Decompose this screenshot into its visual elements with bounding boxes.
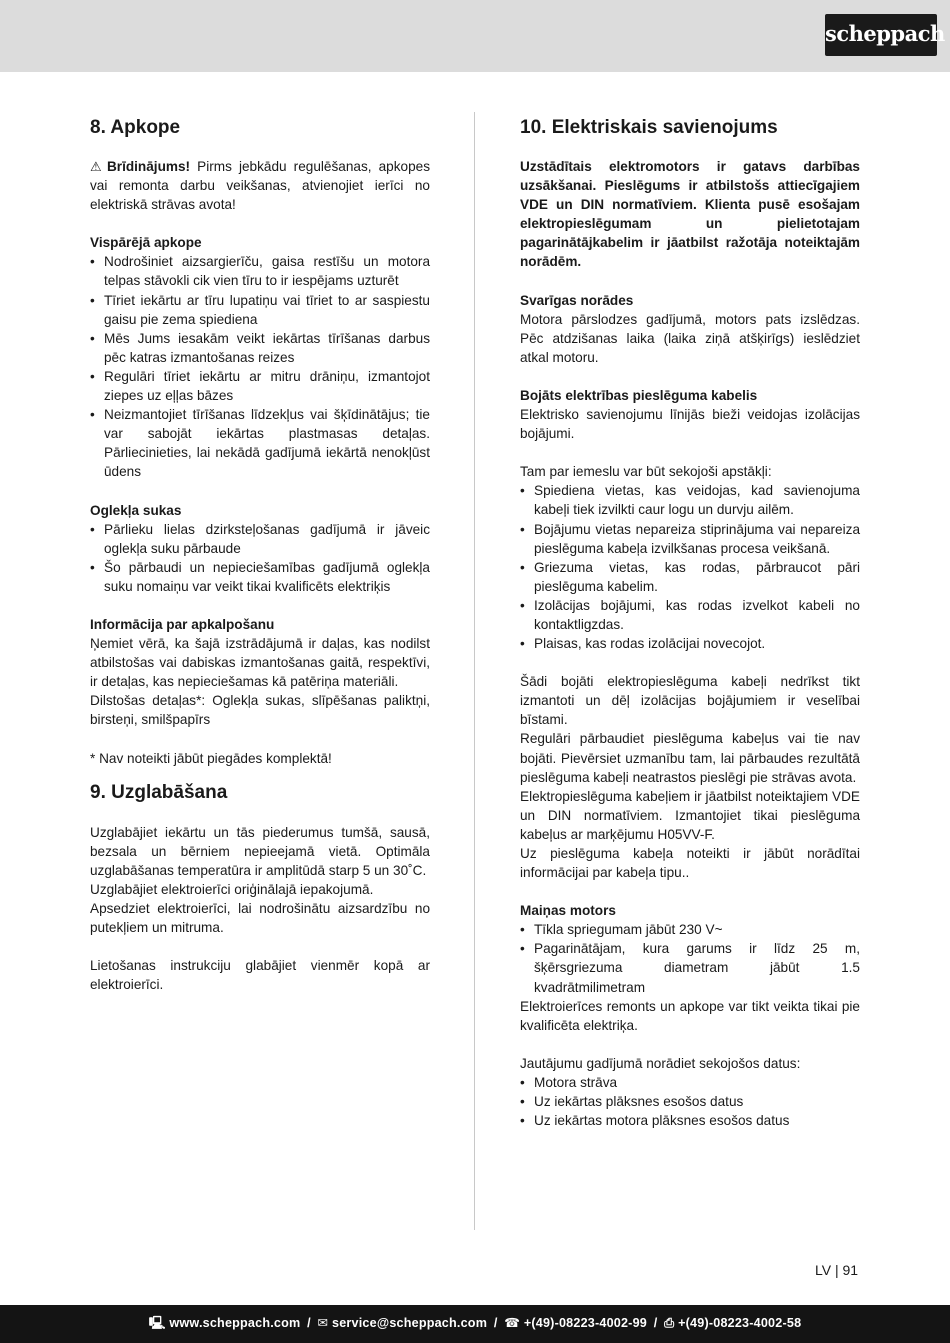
warning-paragraph [90,157,430,214]
left-column [90,116,430,994]
footer-email-link[interactable]: service@scheppach.com [332,1316,488,1330]
page-number: LV | 91 [815,1262,859,1278]
footer-phone: +(49)-08223-4002-99 [523,1316,647,1330]
wear-parts-paragraph: Dilstošas detaļas*: Oglekļa sukas, slīpēšanas paliktņi, birsteņi, smilšpapīrs [90,693,430,728]
list-item: • Pagarinātājam, kura garums ir līdz 25 m, šķērsgriezuma diametram jābūt 1.5 kvadrātmilimetram [520,939,860,996]
list-item: • Bojājumu vietas nepareiza stiprinājuma vai nepareiza pieslēguma kabeļa izvilkšanas procesa veikšanā. [520,520,860,558]
section-9-title: 9. Uzglabāšana [90,781,228,803]
general-maintenance-title: Vispārējā apkope [90,235,202,251]
data-list [520,1073,860,1130]
storage-paragraph: Uzglabājiet elektroierīci oriģinālajā iepakojumā. [90,881,374,897]
storage-paragraph: Lietošanas instrukciju glabājiet vienmēr kopā ar elektroierīci. [90,958,430,993]
causes-intro: Tam par iemeslu var būt sekojoši apstākļi: [520,464,772,480]
list-item: • Tīriet iekārtu ar tīru lupatiņu vai tīriet to ar saspiestu gaisu pie zema spiediena [90,291,430,329]
important-notes-text: Motora pārslodzes gadījumā, motors pats izslēdzas. Pēc atdzišanas laika (laika ziņā atšķirīgs) ieslēdziet atkal motoru. [520,311,860,365]
column-divider [474,112,475,1230]
list-item: • Šo pārbaudi un nepieciešamības gadījumā oglekļa suku nomaiņu var veikt tikai kvalificēts elektriķis [90,558,430,596]
carbon-brushes-list [90,520,430,596]
service-paragraph: Ņemiet vērā, ka šajā izstrādājumā ir daļas, kas nodilst atbilstošas vai dabiskas izmantošanas gaitā, respektīvi, ir detaļas, kas nepieciešamas kā patēriņa materiāli. [90,636,430,690]
scheppach-logo: scheppach [825,14,937,56]
list-item: • Spiediena vietas, kas veidojas, kad savienojuma kabeļi tiek izvilkti caur logu un durvju ailēm. [520,481,860,519]
storage-paragraph: Uzglabājiet iekārtu un tās piederumus tumšā, sausā, bezsala un bērniem nepieejamā vietā. Optimāla uzglabāšanas temperatūra ir amplitūdā starp 5 un 30˚C. [90,824,430,878]
delivery-note: * Nav noteikti jābūt piegādes komplektā! [90,750,332,766]
header-band [0,0,950,72]
list-item: • Uz iekārtas plāksnes esošos datus [520,1092,860,1111]
warning-label: Brīdinājums! [106,159,191,174]
fax-icon: ⎙ [664,1316,675,1330]
footer-fax: +(49)-08223-4002-58 [678,1316,802,1330]
footer-bar: 🖳 www.scheppach.com / ✉ service@scheppach.com / ☎ +(49)-08223-4002-99 / ⎙ +(49)-08223-4002-58 [0,1305,950,1343]
ac-motor-title: Maiņas motors [520,903,616,919]
phone-icon: ☎ [504,1316,521,1330]
warning-text: Pirms jebkādu regulēšanas, apkopes vai remonta darbu veikšanas, atvienojiet ierīci no elektriskā strāvas avota! [90,159,430,213]
section-8-title: 8. Apkope [90,117,181,138]
danger-paragraph: Šādi bojāti elektropieslēguma kabeļi nedrīkst tikt izmantoti un dēļ izolācijas bojājumiem ir veselībai bīstami. [520,674,860,728]
warning-triangle-icon: ⚠ [90,159,105,174]
general-maintenance-list [90,252,430,481]
list-item: • Neizmantojiet tīrīšanas līdzekļus vai šķīdinātājus; tie var sabojāt iekārtas plastmasas detaļas. Pārliecinieties, lai nekādā gadījumā iekārtā nenokļūst ūdens [90,405,430,481]
damaged-cable-title: Bojāts elektrības pieslēguma kabelis [520,387,758,403]
danger-paragraph: Elektropieslēguma kabeļiem ir jāatbilst noteiktajiem VDE un DIN normatīviem. Izmantojiet tikai pieslēguma kabeļus ar marķējumu H05VV-F. [520,788,860,842]
list-item: • Motora strāva [520,1073,860,1092]
list-item: • Uz iekārtas motora plāksnes esošos datus [520,1111,860,1130]
danger-paragraph: Regulāri pārbaudiet pieslēguma kabeļus vai tie nav bojāti. Pievērsiet uzmanību tam, lai pārbaudes rezultātā pieslēguma kabeļi neatrastos pieslēgi pie strāvas avota. [520,731,860,785]
list-item: • Plaisas, kas rodas izolācijai novecojot. [520,634,860,653]
list-item: • Nodrošiniet aizsargierīču, gaisa restīšu un motora telpas stāvokli cik vien tīru to ir iespējams uzturēt [90,252,430,290]
causes-list [520,481,860,653]
list-item: • Tīkla spriegumam jābūt 230 V~ [520,920,860,939]
data-intro: Jautājumu gadījumā norādiet sekojošos datus: [520,1055,801,1071]
section-10-title: 10. Elektriskais savienojums [520,117,778,138]
right-column [520,116,860,1130]
list-item: • Izolācijas bojājumi, kas rodas izvelkot kabeli no kontaktligzdas. [520,596,860,634]
email-icon: ✉ [317,1316,329,1330]
ac-motor-list [520,920,860,996]
storage-paragraph: Apsedziet elektroierīci, lai nodrošinātu aizsardzību no putekļiem un mitruma. [90,901,430,936]
list-item: • Mēs Jums iesakām veikt iekārtas tīrīšanas darbus pēc katras izmantošanas reizes [90,329,430,367]
footer-website-link[interactable]: www.scheppach.com [169,1316,301,1330]
carbon-brushes-title: Oglekļa sukas [90,502,182,518]
electrical-intro: Uzstādītais elektromotors ir gatavs darbības uzsākšanai. Pieslēgums ir atbilstošs attiecīgajiem VDE un DIN normatīviem. Klienta pusē esošajam elektropieslēgumam un pielietotajam pagarinātājkabelim ir jāatbilst ražotāja noteiktajām norādēm. [520,159,860,270]
danger-paragraph: Uz pieslēguma kabeļa noteikti ir jābūt norādītai informācijai par kabeļa tipu.. [520,846,860,881]
damaged-cable-text: Elektrisko savienojumu līnijās bieži veidojas izolācijas bojājumi. [520,407,860,442]
list-item: • Griezuma vietas, kas rodas, pārbraucot pāri pieslēguma kabelim. [520,558,860,596]
service-info-title: Informācija par apkalpošanu [90,616,275,632]
computer-icon: 🖳 [148,1316,166,1330]
ac-motor-text: Elektroierīces remonts un apkope var tikt veikta tikai pie kvalificēta elektriķa. [520,998,860,1033]
important-notes-title: Svarīgas norādes [520,292,634,308]
list-item: • Regulāri tīriet iekārtu ar mitru drāniņu, izmantojot ziepes uz eļļas bāzes [90,367,430,405]
list-item: • Pārlieku lielas dzirksteļošanas gadījumā ir jāveic oglekļa suku pārbaude [90,520,430,558]
